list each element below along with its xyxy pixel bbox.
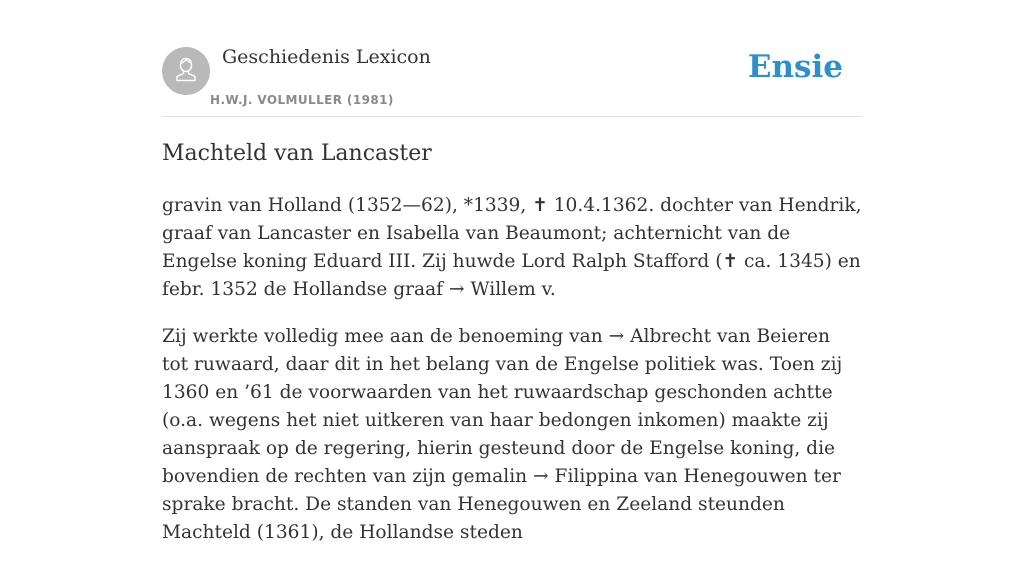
user-icon bbox=[171, 54, 201, 88]
article-title: Machteld van Lancaster bbox=[162, 141, 432, 166]
article-body bbox=[162, 192, 862, 566]
header bbox=[162, 0, 862, 117]
article-paragraph: Zij werkte volledig mee aan de benoeming van → Albrecht van Beieren tot ruwaard, daar dit in het belang van de Engelse politiek was. Toen zij 1360 en ’61 de voorwaarden van het ruwaardschap geschonden achtte (o.a. wegens het niet uitkeren van haar bedongen inkomen) maakte zij aanspraak op de regering, hierin gesteund door de Engelse koning, die bovendien de rechten van zijn gemalin → Filippina van Henegouwen ter sprake bracht. De standen van Henegouwen en Zeeland steunden Machteld (1361), de Hollandse steden bbox=[162, 326, 843, 543]
book-author[interactable]: H.W.J. VOLMULLER (1981) bbox=[210, 93, 394, 107]
brand-logo[interactable]: Ensie bbox=[747, 49, 843, 85]
book-title[interactable]: Geschiedenis Lexicon bbox=[222, 46, 431, 68]
article-paragraph: gravin van Holland (1352—62), *1339, ✝ 10.4.1362. dochter van Hendrik, graaf van Lancaster en Isabella van Beaumont; achternicht van de Engelse koning Eduard III. Zij huwde Lord Ralph Stafford (✝ ca. 1345) en febr. 1352 de Hollandse graaf → Willem v. bbox=[162, 195, 862, 300]
author-avatar[interactable] bbox=[162, 47, 210, 95]
page bbox=[162, 0, 862, 543]
